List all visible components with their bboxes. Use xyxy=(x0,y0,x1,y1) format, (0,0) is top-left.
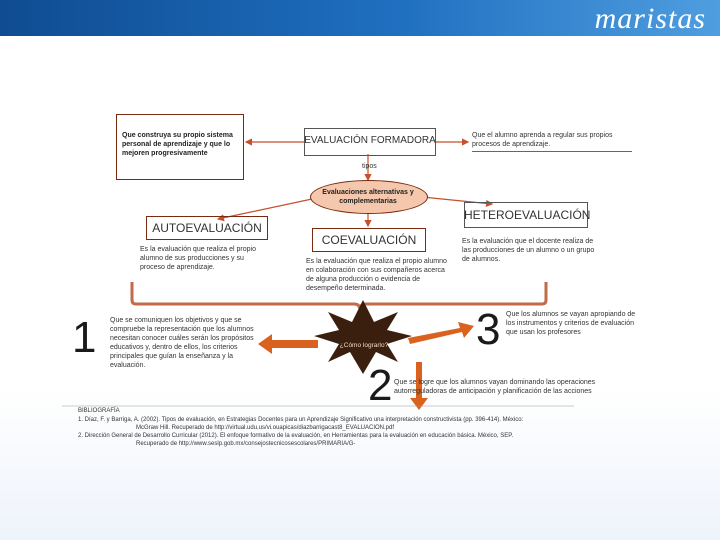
bibliography-heading: BIBLIOGRAFÍA xyxy=(78,408,120,414)
alternativas-text: Evaluaciones alternativas y complementarias xyxy=(322,189,414,206)
bibliography-ref-2-line-2: Recuperado de http://www.seslp.gob.mx/consejostecnicosescolares/PRIMARIA/G- xyxy=(136,441,356,447)
bibliography-ref-1-line-1: 1. Díaz, F. y Barriga, A. (2002). Tipos de evaluación, en Estrategias Docentes para un Aprendizaje Significativo una interpretación constructivista (pp. 396-414). México: xyxy=(78,417,524,423)
step-2-text: Que se logre que los alumnos vayan dominando las operaciones autorreguladoras de anticipación y planificación de las acciones xyxy=(394,379,596,396)
auto-description: Es la evaluación que realiza el propio alumno de sus producciones y su proceso de aprendizaje. xyxy=(140,246,256,272)
step-3-number: 3 xyxy=(476,305,501,354)
maristas-logo: maristas xyxy=(594,2,706,35)
step-1-text: Que se comuniquen los objetivos y que se compruebe la representación que los alumnos necesitan conocer cuáles serán los propósitos educativos y, dentro de ellos, los criterios principales que guían la enseñanza y la evaluación. xyxy=(110,317,254,370)
step-2-number: 2 xyxy=(368,361,393,410)
diagram-panel xyxy=(60,104,660,476)
bibliography-ref-1-line-2: McGraw Hill. Recuperado de http://virtual.udu.us/vi.ouapicas/diazbarrigacast8_EVALUACION.pdf xyxy=(136,425,395,431)
tipos-label: tipos xyxy=(362,163,377,170)
hetero-title: HETEROEVALUACIÓN xyxy=(464,208,591,222)
bibliography-ref-2-line-1: 2. Dirección General de Desarrollo Curricular (2012). El enfoque formativo de la evaluación, en Herramientas para la evaluación en educación básica. México, SEP. xyxy=(78,433,514,439)
arrow-left xyxy=(258,334,318,354)
top-left-text: Que construya su propio sistema personal de aprendizaje y que lo mejoren progresivamente xyxy=(122,132,233,158)
co-title: COEVALUACIÓN xyxy=(321,233,417,247)
co-description: Es la evaluación que realiza el propio alumno en colaboración con sus compañeros acerca de alguna producción o evidencia de desempeño determinada. xyxy=(306,258,447,293)
step-1-number: 1 xyxy=(72,313,97,362)
formadora-title: EVALUACIÓN FORMADORA xyxy=(304,135,436,146)
star-text: ¿Cómo lograrlo? xyxy=(339,342,389,349)
auto-title: AUTOEVALUACIÓN xyxy=(152,221,262,235)
arrow-right xyxy=(408,322,474,344)
top-right-text: Que el alumno aprenda a regular sus propios procesos de aprendizaje. xyxy=(472,131,632,152)
step-3-text: Que los alumnos se vayan apropiando de los instrumentos y criterios de evaluación que usan los profesores xyxy=(506,311,636,337)
hetero-description: Es la evaluación que el docente realiza de las producciones de un alumno o un grupo de alumnos. xyxy=(462,238,595,264)
starburst-shape xyxy=(314,300,412,374)
